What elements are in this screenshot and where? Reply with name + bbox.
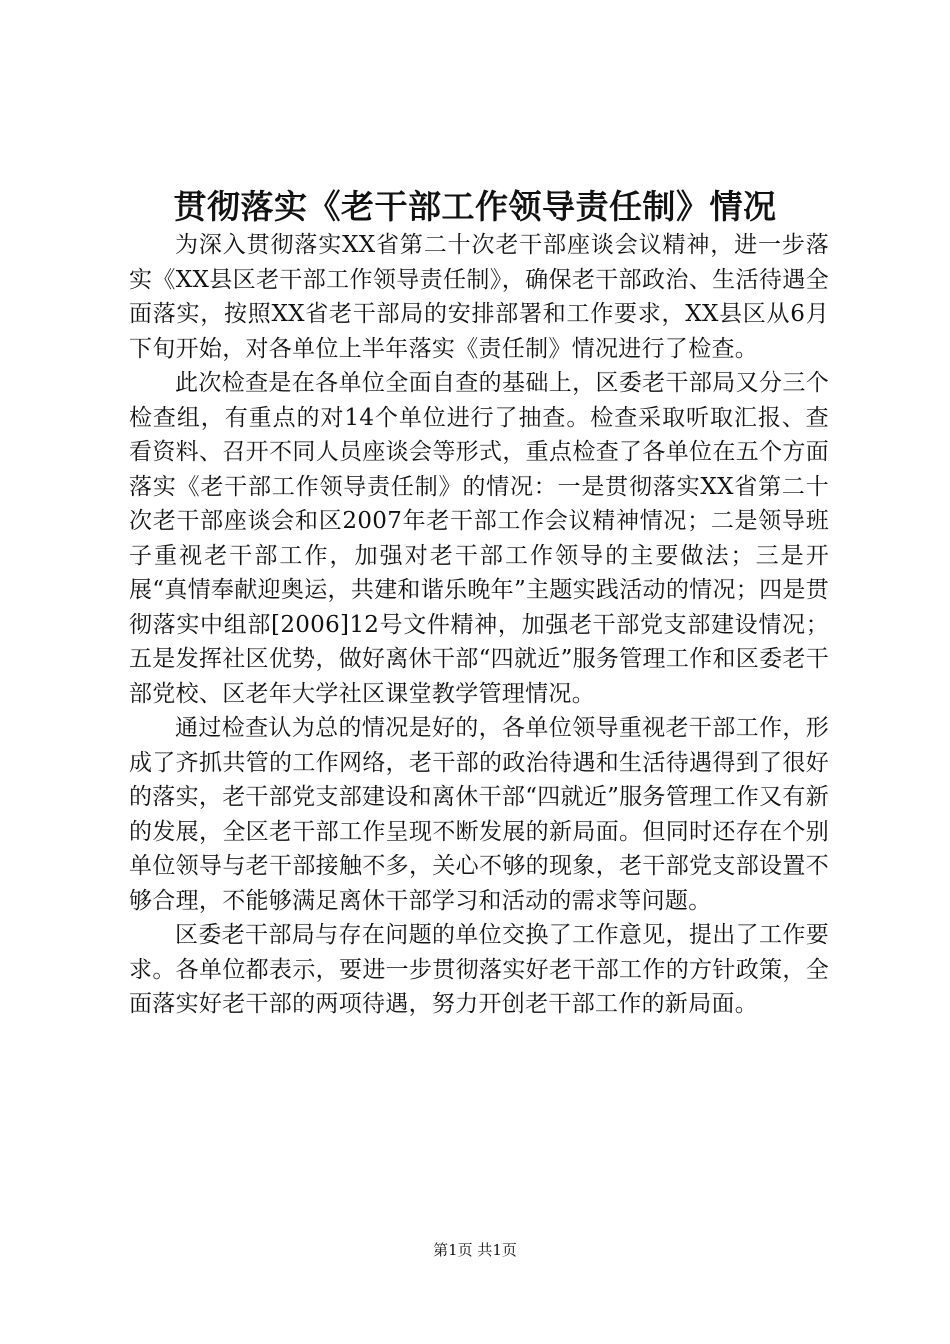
paragraph-3: 通过检查认为总的情况是好的，各单位领导重视老干部工作，形成了齐抓共管的工作网络，老干部的政治待遇和生活待遇得到了很好的落实，老干部党支部建设和离休干部“四就近”服务管理工作又有新的发展，全区老干部工作呈现不断发展的新局面。但同时还存在个别单位领导与老干部接触不多，关心不够的现象，老干部党支部设置不够合理，不能够满足离休干部学习和活动的需求等问题。 [129,715,829,914]
paragraph-1: 为深入贯彻落实XX省第二十次老干部座谈会议精神，进一步落实《XX县区老干部工作领导责任制》，确保老干部政治、生活待遇全面落实，按照XX省老干部局的安排部署和工作要求，XX县区从6月下旬开始，对各单位上半年落实《责任制》情况进行了检查。 [129,232,829,362]
document-body [129,228,829,1022]
page-footer: 第1页 共1页 [433,1241,517,1259]
paragraph-2: 此次检查是在各单位全面自查的基础上，区委老干部局又分三个检查组，有重点的对14个单位进行了抽查。检查采取听取汇报、查看资料、召开不同人员座谈会等形式，重点检查了各单位在五个方面落实《老干部工作领导责任制》的情况：一是贯彻落实XX省第二十次老干部座谈会和区2007年老干部工作会议精神情况；二是领导班子重视老干部工作，加强对老干部工作领导的主要做法；三是开展“真情奉献迎奥运，共建和谐乐晚年”主题实践活动的情况；四是贯彻落实中组部[2006]12号文件精神，加强老干部党支部建设情况；五是发挥社区优势，做好离休干部“四就近”服务管理工作和区委老干部党校、区老年大学社区课堂教学管理情况。 [129,370,829,707]
document-title: 贯彻落实《老干部工作领导责任制》情况 [173,187,777,226]
paragraph-4: 区委老干部局与存在问题的单位交换了工作意见，提出了工作要求。各单位都表示，要进一步贯彻落实好老干部工作的方针政策，全面落实好老干部的两项待遇，努力开创老干部工作的新局面。 [129,922,829,1017]
